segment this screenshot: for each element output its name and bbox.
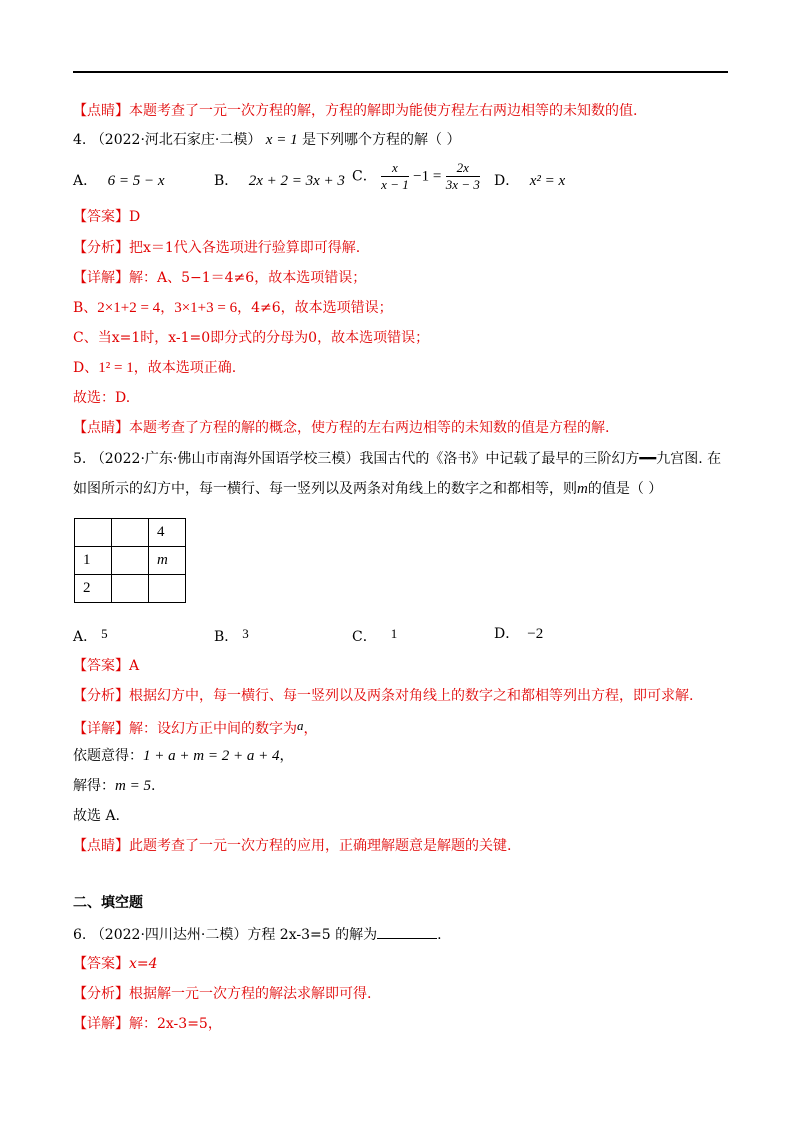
question-stem: 是下列哪个方程的解（ ） — [302, 132, 461, 148]
question-stem: 的值是（ ） — [587, 481, 663, 497]
detail-label: 【详解】 — [73, 1016, 129, 1032]
option-math: 1 — [390, 626, 398, 641]
detail-text: 解得： — [73, 778, 115, 794]
q5-solution — [73, 776, 155, 796]
q4-analysis — [73, 238, 360, 258]
option-label: A． — [73, 173, 98, 189]
detail-text: ， — [303, 721, 318, 737]
answer-value: A — [129, 658, 140, 674]
q4-detail-2: B、2×1+2 = 4，3×1+3 = 6，4≠6，故本选项错误； — [73, 300, 393, 316]
answer-blank — [377, 924, 437, 939]
q5-stem-1 — [73, 449, 721, 469]
grid-cell: 2 — [75, 575, 112, 603]
question-source: （2022·广东·佛山市南海外国语学校三模） — [90, 451, 360, 467]
question-number: 6. — [73, 927, 87, 943]
fraction-numerator: 2x — [446, 160, 480, 177]
detail-text: ， — [279, 748, 294, 764]
detail-text: 解：2x-3=5， — [129, 1016, 222, 1032]
q5-equation — [73, 746, 293, 766]
option-label: B． — [214, 173, 239, 189]
grid-row — [75, 547, 186, 575]
option-label: B． — [214, 629, 239, 645]
q4-choose — [73, 388, 130, 408]
q6-answer — [73, 954, 158, 974]
header-rule — [73, 71, 728, 73]
detail-text: 依题意得： — [73, 748, 143, 764]
grid-cell — [112, 575, 149, 603]
detail-label: 【详解】 — [73, 721, 129, 737]
q4-option-d — [494, 171, 565, 191]
detail-var: a — [297, 718, 304, 733]
q5-option-d — [494, 624, 543, 644]
q4-detail-4 — [73, 358, 236, 378]
q5-analysis — [73, 686, 693, 706]
option-math: 6 = 5 − x — [107, 173, 165, 189]
q6-analysis — [73, 984, 371, 1004]
question-stem: 如图所示的幻方中，每一横行、每一竖列以及两条对角线上的数字之和都相等，则 — [73, 481, 577, 497]
q5-stem-2 — [73, 479, 662, 499]
q6-detail-1 — [73, 1014, 222, 1034]
option-label: D． — [494, 626, 520, 642]
detail-text: . — [150, 778, 156, 794]
q4-detail-3 — [73, 328, 429, 348]
stem-var: m — [577, 481, 588, 497]
q3-comment — [73, 101, 637, 121]
question-stem: 方程 2x-3=5 的解为 — [247, 927, 378, 943]
grid-cell — [75, 519, 112, 547]
q5-option-b — [214, 624, 249, 647]
section-title: 二、填空题 — [73, 895, 143, 911]
question-stem: . — [437, 927, 442, 943]
grid-cell — [112, 519, 149, 547]
comment-text: 本题考查了方程的解的概念，使方程的左右两边相等的未知数的值是方程的解. — [129, 420, 610, 436]
fraction-denominator: 3x − 3 — [445, 177, 480, 192]
comment-text: 此题考查了一元一次方程的应用，正确理解题意是解题的关键. — [129, 838, 512, 854]
answer-label: 【答案】 — [73, 956, 129, 972]
grid-cell — [112, 547, 149, 575]
question-number: 4. — [73, 132, 87, 148]
option-math: 3 — [242, 626, 249, 641]
q4-option-a — [73, 171, 164, 191]
detail-text: ，4≠6，故本选项错误； — [237, 300, 393, 316]
comment-label: 【点睛】 — [73, 420, 129, 436]
analysis-label: 【分析】 — [73, 240, 129, 256]
analysis-text: 根据解一元一次方程的解法求解即可得. — [129, 986, 372, 1002]
question-number: 5. — [73, 451, 87, 467]
grid-cell — [149, 575, 186, 603]
detail-text: 解：A、5−1＝4≠6，故本选项错误； — [129, 270, 367, 286]
fraction-denominator: x − 1 — [381, 177, 409, 192]
q4-answer — [73, 207, 140, 227]
comment-label: 【点睛】 — [73, 838, 129, 854]
detail-math: 2×1+2 = 4 — [97, 300, 161, 316]
fraction-left — [381, 160, 409, 193]
answer-value: D — [129, 209, 141, 225]
option-math: x² = x — [529, 173, 566, 189]
option-math: 2x + 2 = 3x + 3 — [248, 173, 345, 189]
grid-cell: m — [149, 547, 186, 575]
grid-cell: 1 — [75, 547, 112, 575]
q5-answer — [73, 656, 139, 676]
choose-text: 故选：D. — [73, 390, 131, 406]
detail-math: m = 5 — [115, 778, 151, 794]
question-source: （2022·四川达州·二模） — [90, 927, 248, 943]
detail-text: C、当x=1时，x-1=0即分式的分母为0，故本选项错误； — [73, 330, 430, 346]
option-math: −2 — [527, 626, 544, 642]
option-math: 5 — [101, 626, 108, 641]
option-label: A． — [73, 629, 98, 645]
analysis-label: 【分析】 — [73, 986, 129, 1002]
detail-text: ，故本选项正确. — [133, 360, 237, 376]
fraction-numerator: x — [381, 160, 409, 177]
fraction-right — [446, 160, 480, 193]
q5-detail-1 — [73, 716, 318, 739]
analysis-text: 根据幻方中，每一横行、每一竖列以及两条对角线上的数字之和都相等列出方程，即可求解. — [129, 688, 694, 704]
comment-label: 【点睛】 — [73, 103, 129, 119]
q4-stem — [73, 130, 460, 150]
option-math: −1 = — [413, 168, 442, 185]
option-label: D． — [494, 173, 520, 189]
question-stem: 我国古代的《洛书》中记载了最早的三阶幻方━━九宫图. 在 — [359, 451, 722, 467]
detail-text: B、 — [73, 300, 98, 316]
comment-text: 本题考查了一元一次方程的解，方程的解即为能使方程左右两边相等的未知数的值. — [129, 103, 638, 119]
q5-option-c — [352, 624, 397, 647]
answer-value: x=4 — [129, 956, 158, 972]
q5-option-a — [73, 624, 108, 647]
detail-math: 1² = 1 — [98, 360, 134, 376]
choose-text: 故选 A. — [73, 808, 121, 824]
detail-math: 3×1+3 = 6 — [174, 300, 238, 316]
option-label: C． — [352, 629, 377, 645]
q6-stem — [73, 924, 442, 945]
analysis-label: 【分析】 — [73, 688, 129, 704]
grid-row — [75, 519, 186, 547]
magic-square-grid — [74, 518, 186, 603]
grid-cell: 4 — [149, 519, 186, 547]
question-source: （2022·河北石家庄·二模） — [90, 132, 262, 148]
answer-label: 【答案】 — [73, 658, 129, 674]
detail-label: 【详解】 — [73, 270, 129, 286]
option-label: C． — [352, 168, 377, 185]
answer-label: 【答案】 — [73, 209, 129, 225]
grid-row — [75, 575, 186, 603]
detail-text: D、 — [73, 360, 99, 376]
analysis-text: 把x＝1代入各选项进行验算即可得解. — [129, 240, 361, 256]
q5-choose — [73, 806, 120, 826]
q4-option-c — [352, 160, 480, 193]
q4-detail-1 — [73, 268, 366, 288]
q5-comment — [73, 836, 511, 856]
condition-math: x = 1 — [265, 132, 298, 148]
q4-option-b — [214, 171, 345, 191]
q4-comment — [73, 418, 609, 438]
detail-math: 1 + a + m = 2 + a + 4 — [143, 748, 280, 764]
detail-text: 解：设幻方正中间的数字为 — [129, 721, 297, 737]
